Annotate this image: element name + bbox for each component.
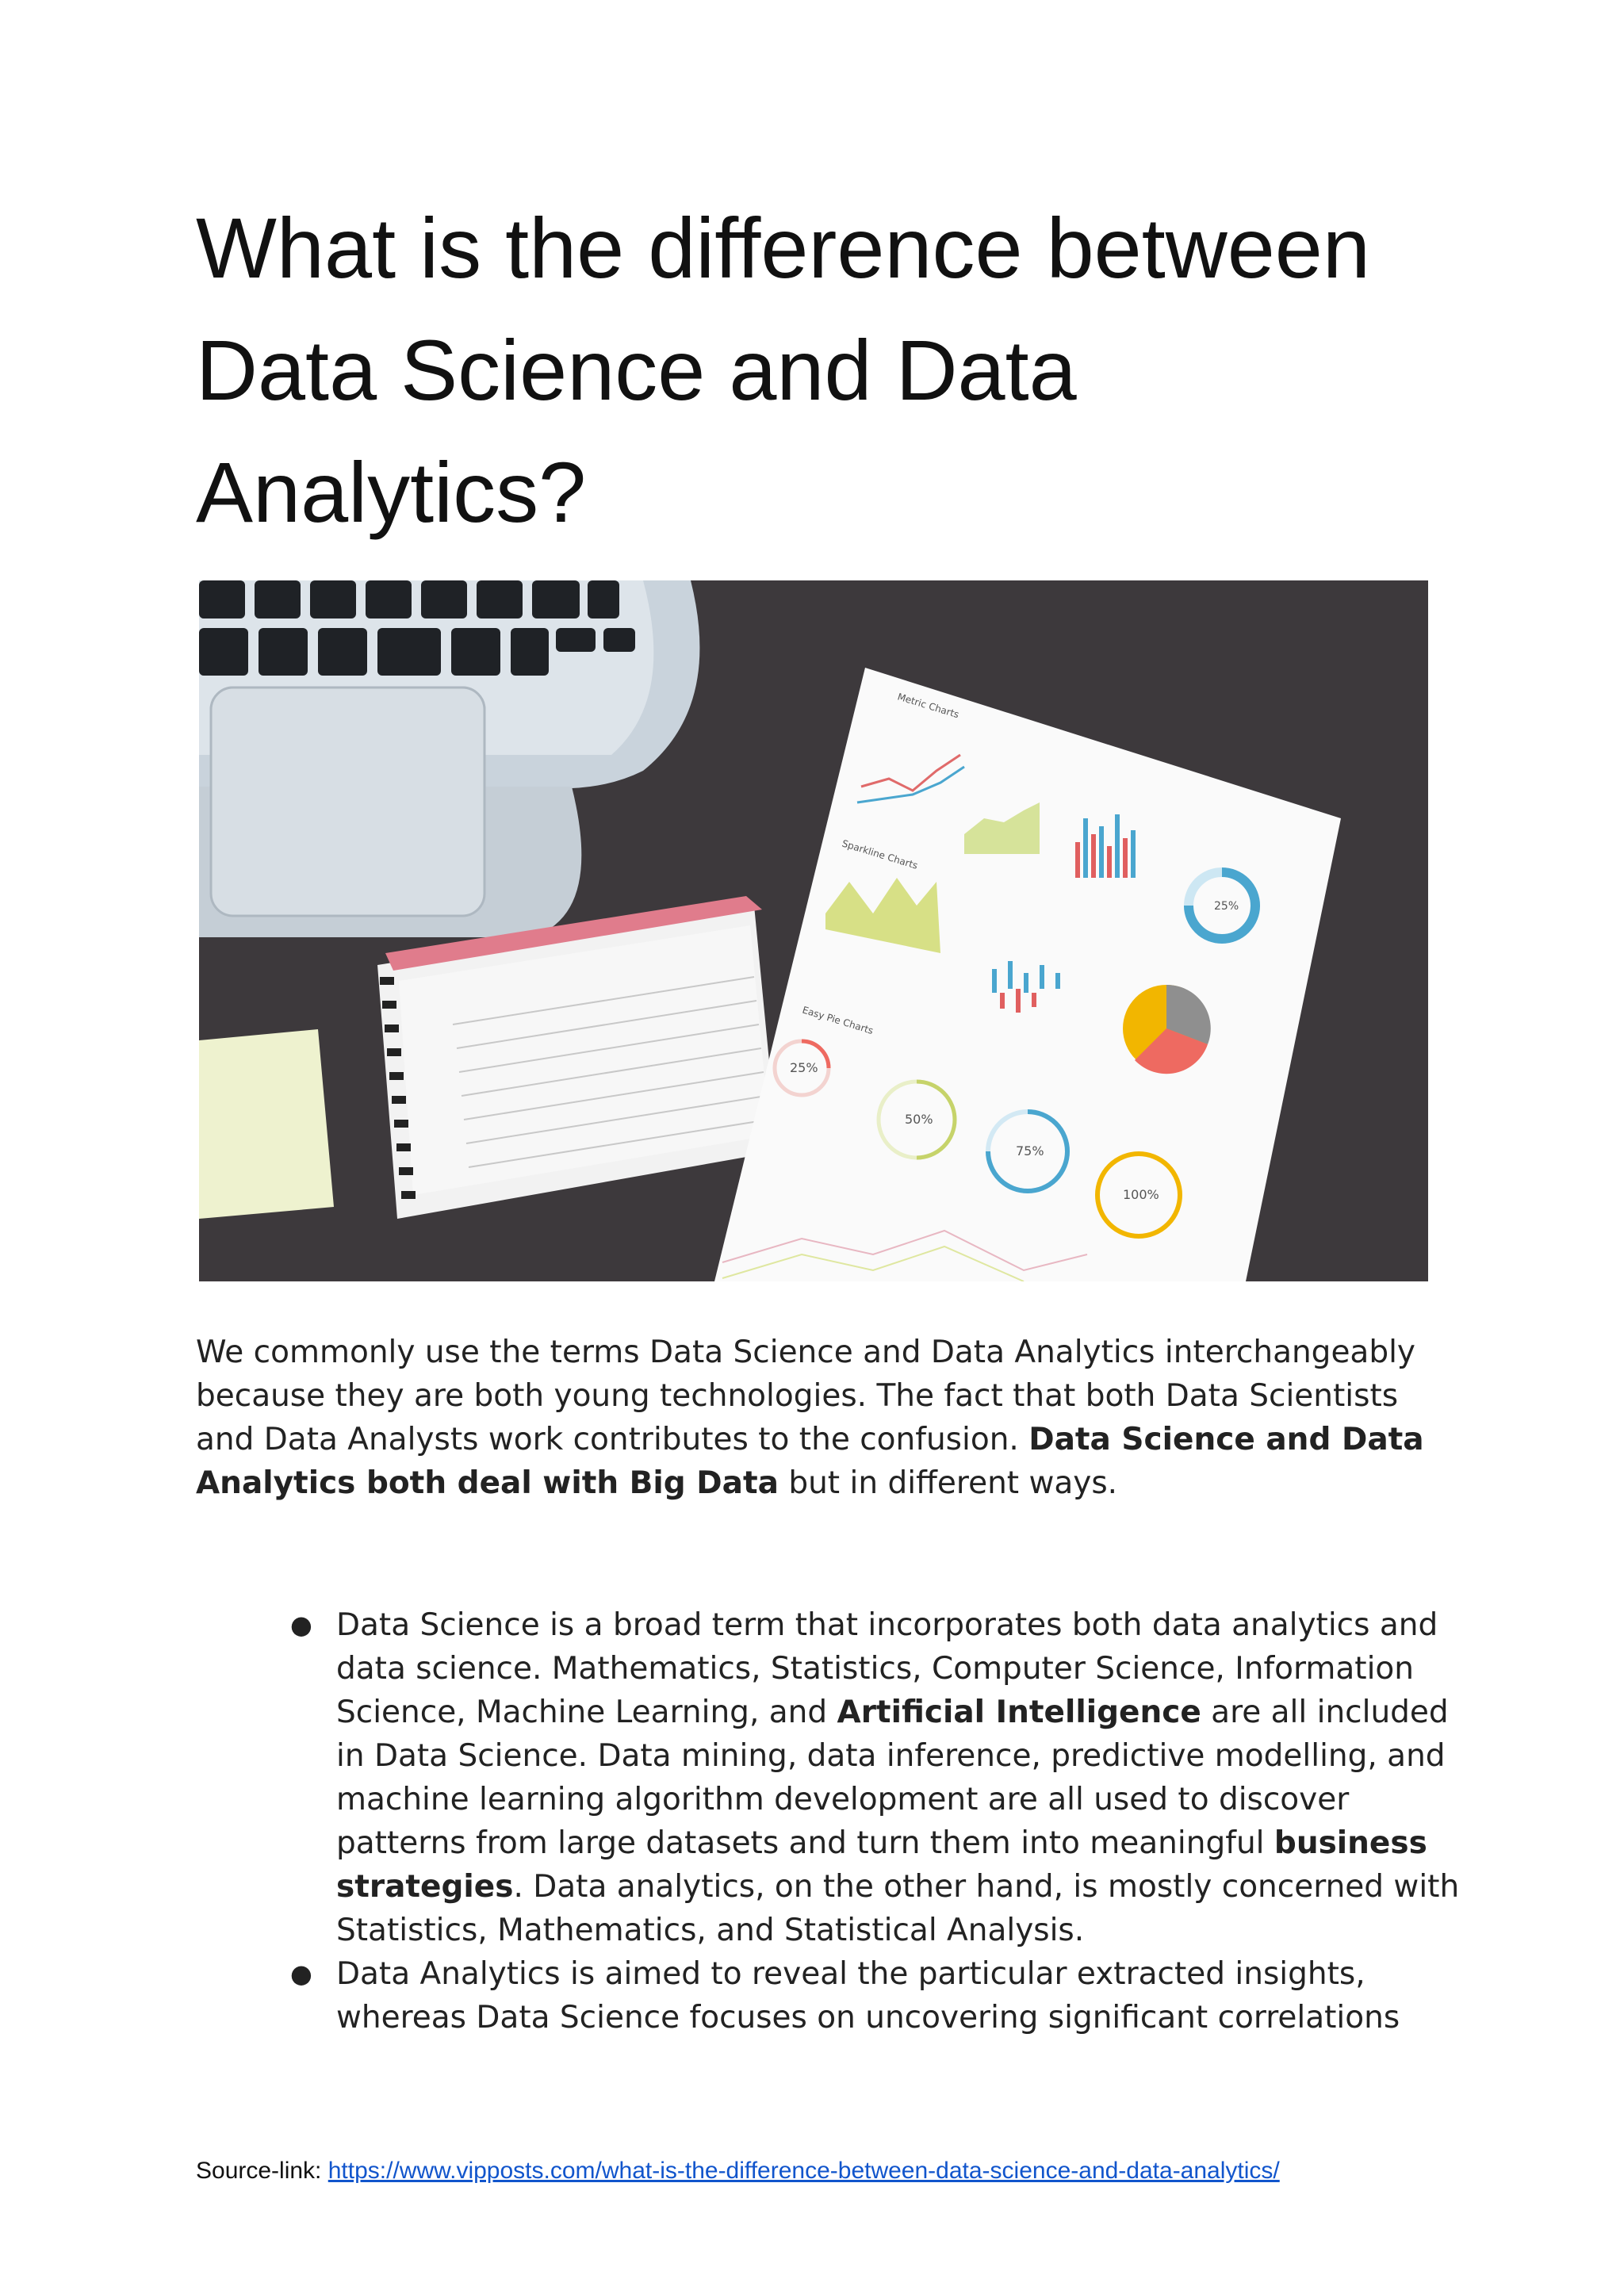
bullet-icon: ● [290,1959,312,1989]
pie-100-label: 100% [1123,1187,1159,1202]
sparkline-charts-label: Sparkline Charts [841,837,920,871]
bullet-1-bold1: Artificial Intelligence [837,1695,1201,1730]
intro-bold: Data Science and Data Analytics both deal with Big Data [196,1422,1424,1501]
bullet-1-bold2: business strategies [336,1825,1427,1905]
source-line [196,2158,1280,2185]
metric-charts-label: Metric Charts [896,691,961,721]
pie-25-label: 25% [790,1060,818,1075]
bullet-list [196,1603,1465,2039]
intro-paragraph [196,1331,1449,1505]
list-item [196,1603,1465,1952]
bullet-1-part3: . Data analytics, on the other hand, is mostly concerned with Statistics, Mathematics, and Statistical Analysis. [336,1869,1460,1948]
pie-75-label: 75% [1016,1143,1044,1158]
bullet-1-part1: Data Science is a broad term that incorporates both data analytics and data science. Mathematics, Statistics, Computer Science, Information Science, Machine Learning, and [336,1607,1438,1730]
pie-50-label: 50% [905,1112,933,1127]
bullet-2-text: Data Analytics is aimed to reveal the particular extracted insights, whereas Data Science focuses on uncovering significant correlations [336,1956,1400,2035]
easy-pie-charts-label: Easy Pie Charts [801,1004,875,1037]
hero-image [199,580,1428,1281]
intro-text: We commonly use the terms Data Science and Data Analytics interchangeably because they are both young technologies. The fact that both Data Scientists and Data Analysts work contributes to the confusion. [196,1335,1416,1457]
intro-tail: but in different ways. [778,1465,1118,1501]
page-title: What is the difference between Data Science and Data Analytics? [196,200,1370,540]
bullet-1-part2: are all included in Data Science. Data mining, data inference, predictive modelling, and machine learning algorithm development are all used to discover patterns from large datasets and turn them into meaningful [336,1695,1449,1861]
source-label: Source-link: [196,2158,328,2184]
source-link[interactable]: https://www.vipposts.com/what-is-the-difference-between-data-science-and-data-analytics/ [327,2158,1280,2184]
donut-percent-label: 25% [1214,900,1239,913]
list-item [196,1952,1465,2039]
bullet-icon: ● [290,1610,312,1640]
